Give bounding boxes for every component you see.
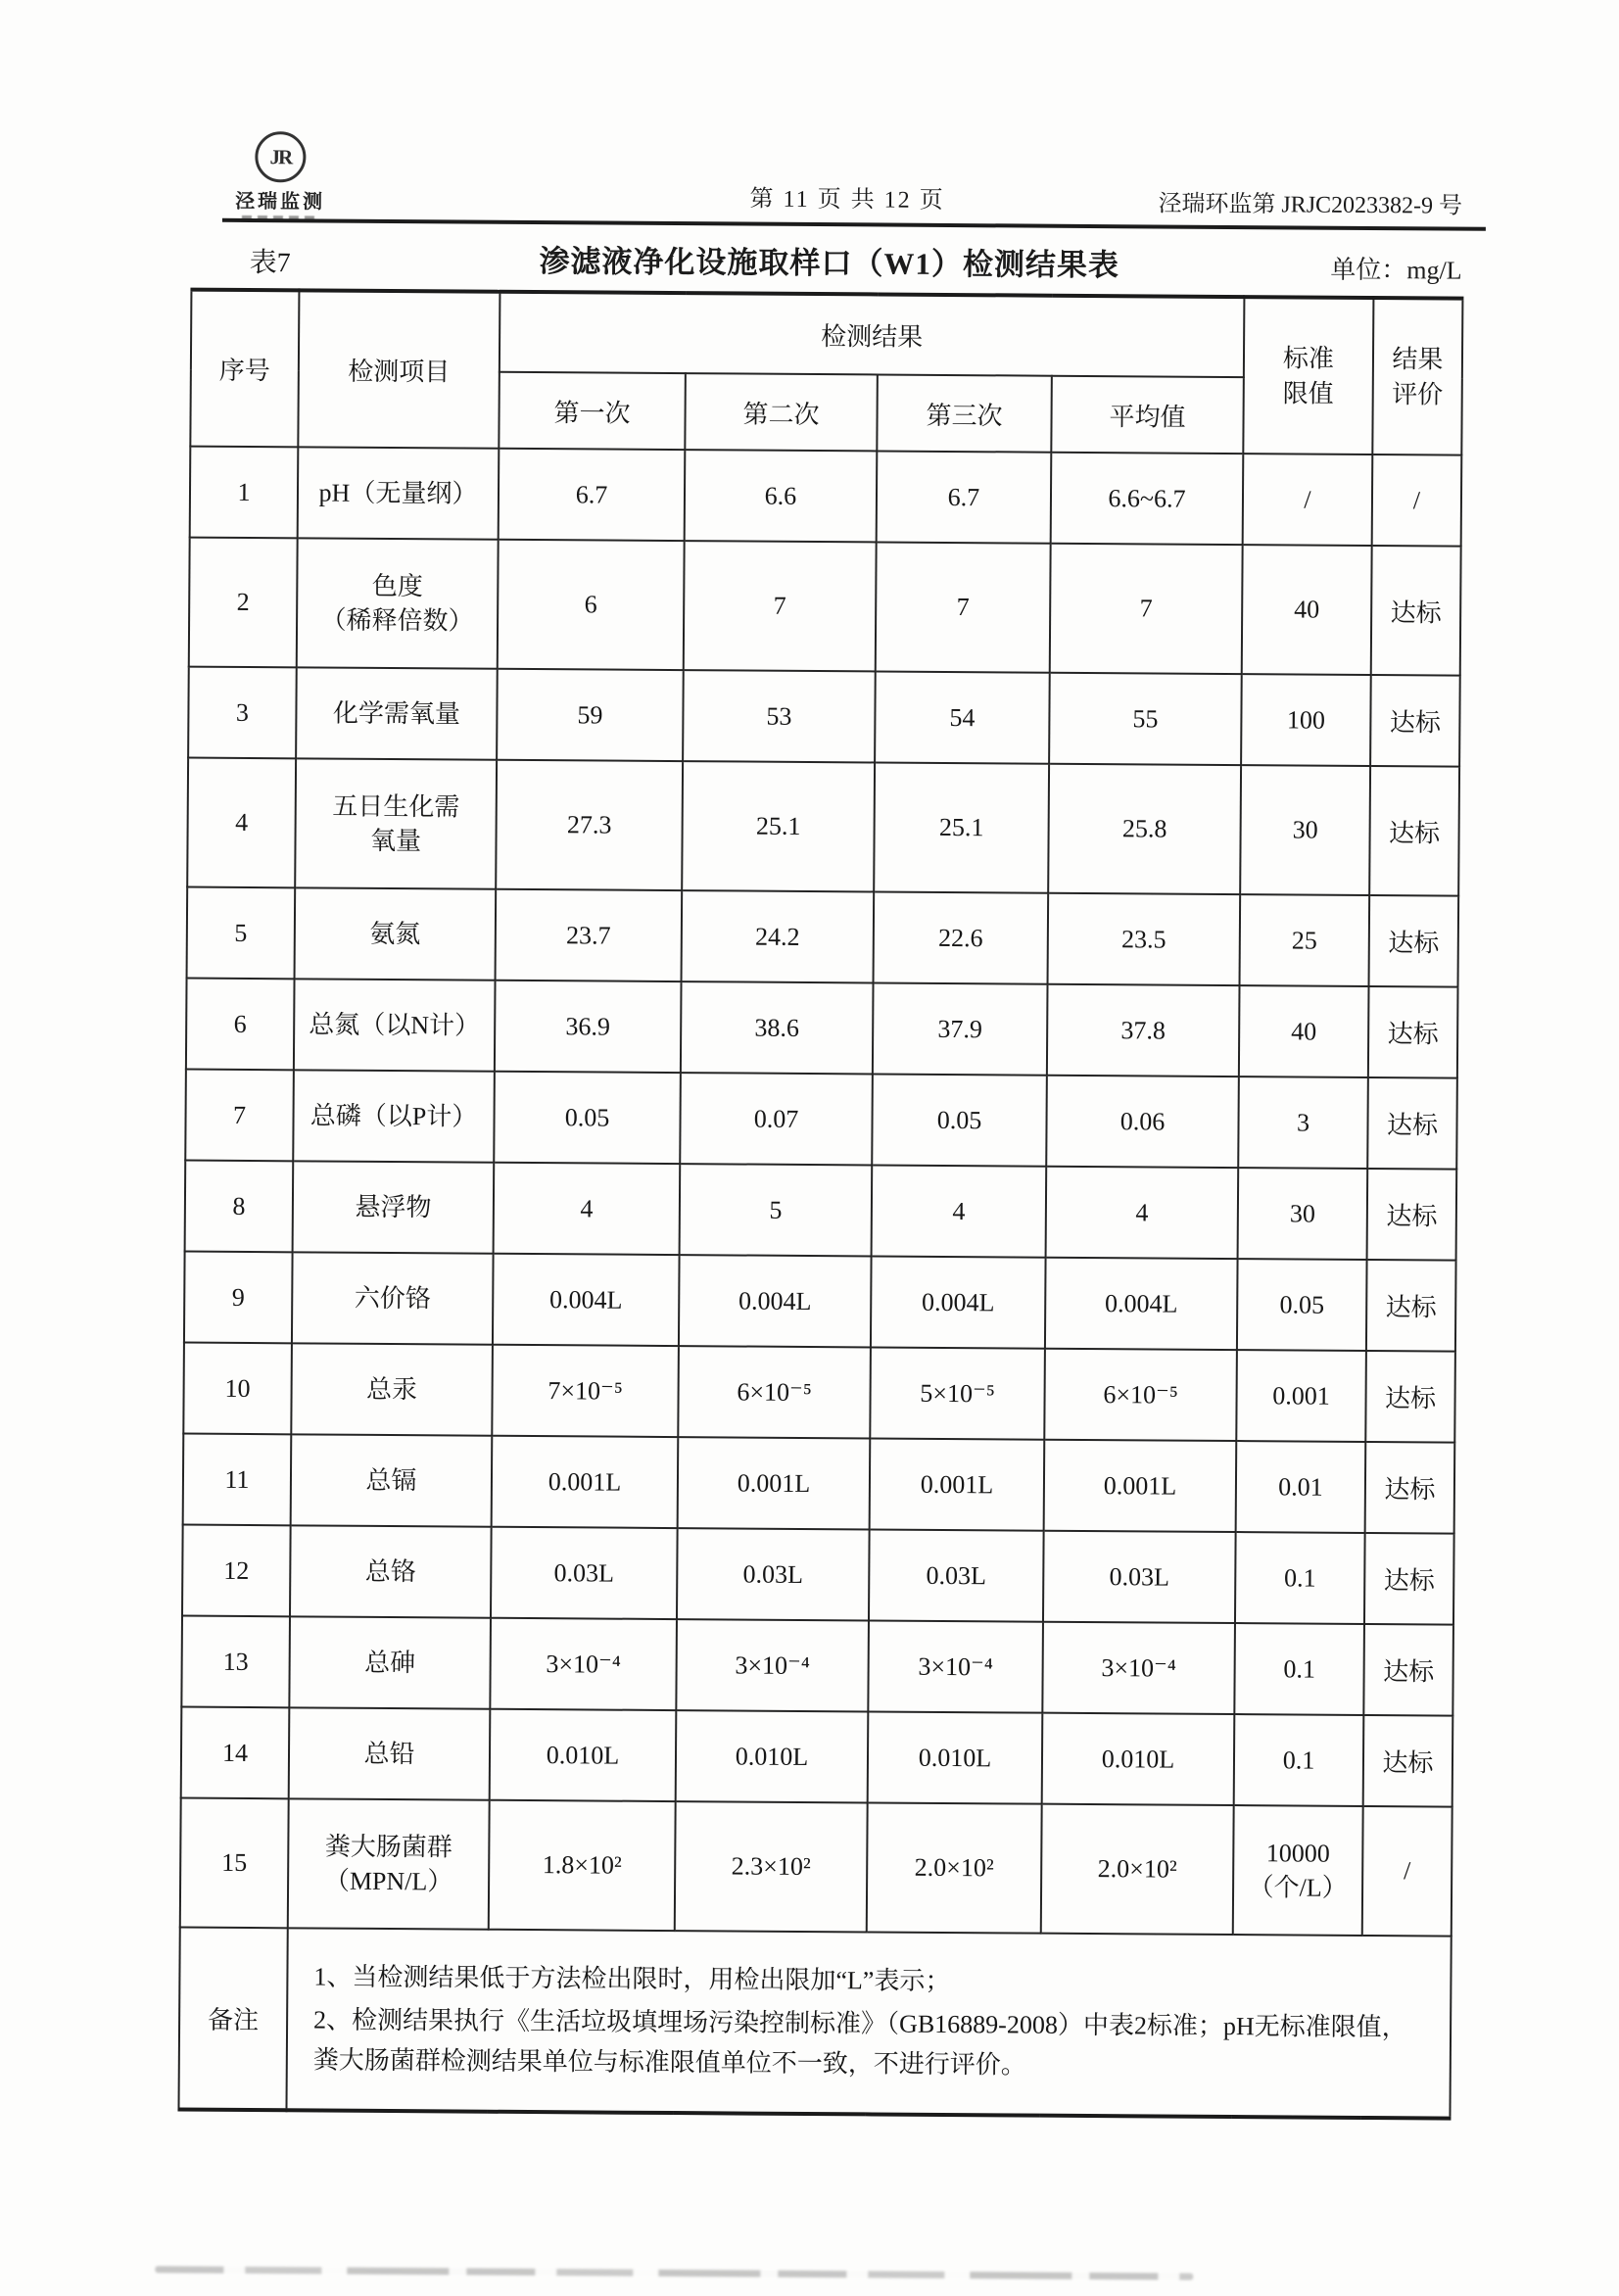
col-header-evaluation: 结果 评价	[1372, 298, 1462, 455]
average-cell: 6×10⁻⁵	[1044, 1349, 1237, 1441]
col-header-item: 检测项目	[298, 290, 500, 448]
result3-cell: 2.0×10²	[867, 1802, 1042, 1933]
logo-company-name: 泾瑞监测	[235, 190, 326, 214]
seq-cell: 8	[185, 1161, 294, 1253]
result2-cell: 0.001L	[678, 1437, 871, 1529]
limit-cell: 25	[1240, 894, 1370, 986]
average-cell: 7	[1050, 544, 1243, 674]
evaluation-cell: 达标	[1369, 895, 1459, 987]
result1-cell: 59	[497, 669, 684, 761]
seq-cell: 9	[184, 1252, 293, 1344]
result2-cell: 0.03L	[677, 1528, 870, 1620]
result1-cell: 27.3	[496, 760, 683, 890]
table-row	[186, 979, 1458, 1078]
item-cell: 粪大肠菌群 （MPN/L）	[288, 1798, 490, 1929]
result3-cell: 3×10⁻⁴	[868, 1620, 1043, 1712]
item-cell: 悬浮物	[293, 1161, 495, 1253]
seq-cell: 2	[189, 538, 298, 668]
result2-cell: 3×10⁻⁴	[676, 1619, 869, 1711]
table-row	[182, 1525, 1454, 1625]
seq-cell: 12	[182, 1525, 291, 1617]
seq-cell: 10	[183, 1343, 292, 1435]
result1-cell: 0.03L	[491, 1527, 678, 1619]
seq-cell: 5	[187, 887, 296, 980]
result3-cell: 0.03L	[869, 1529, 1044, 1621]
result1-cell: 4	[494, 1163, 681, 1255]
average-cell: 0.001L	[1044, 1440, 1237, 1532]
average-cell: 2.0×10²	[1041, 1804, 1234, 1935]
item-cell: 总镉	[291, 1434, 493, 1526]
result3-cell: 37.9	[873, 982, 1048, 1075]
result1-cell: 7×10⁻⁵	[492, 1345, 679, 1437]
result2-cell: 6.6	[685, 450, 878, 542]
evaluation-cell: 达标	[1363, 1715, 1453, 1807]
seq-cell: 6	[186, 979, 295, 1071]
result2-cell: 6×10⁻⁵	[678, 1346, 871, 1438]
seq-cell: 11	[183, 1434, 292, 1526]
table-row	[185, 1161, 1457, 1261]
result2-cell: 5	[680, 1164, 873, 1256]
results-table	[177, 288, 1463, 2121]
limit-cell: 3	[1238, 1076, 1368, 1169]
limit-cell: 100	[1241, 674, 1371, 766]
table-row	[185, 1070, 1457, 1170]
item-cell: 总铅	[289, 1707, 491, 1799]
average-cell: 0.010L	[1042, 1713, 1235, 1805]
table-row	[187, 758, 1459, 896]
remark-line: 1、当检测结果低于方法检出限时，用检出限加“L”表示；	[313, 1962, 951, 1996]
evaluation-cell: 达标	[1363, 1624, 1453, 1716]
limit-cell: 40	[1242, 545, 1372, 675]
result2-cell: 2.3×10²	[675, 1801, 868, 1932]
limit-cell: 30	[1238, 1168, 1368, 1260]
limit-cell: 0.1	[1234, 1714, 1364, 1806]
results-tbody	[180, 447, 1462, 1937]
seq-cell: 13	[181, 1616, 290, 1708]
item-cell: pH（无量纲）	[298, 447, 500, 539]
result3-cell: 7	[876, 542, 1051, 672]
table-row	[183, 1434, 1455, 1534]
result1-cell: 23.7	[496, 889, 683, 981]
table-row	[183, 1343, 1455, 1443]
logo-monogram-icon	[255, 131, 306, 182]
unit-label: 单位：mg/L	[1330, 255, 1462, 285]
average-cell: 23.5	[1048, 893, 1241, 985]
remarks-list	[313, 1957, 1433, 2089]
item-cell: 五日生化需 氧量	[295, 758, 497, 888]
evaluation-cell: 达标	[1365, 1351, 1455, 1443]
col-header-limit: 标准 限值	[1243, 297, 1373, 454]
evaluation-cell: 达标	[1367, 1077, 1457, 1170]
item-cell: 六价铬	[292, 1252, 494, 1344]
col-header-first: 第一次	[499, 372, 686, 450]
bleed-through-text	[155, 2266, 1193, 2279]
evaluation-cell: 达标	[1370, 675, 1460, 767]
result2-cell: 38.6	[681, 981, 874, 1074]
limit-cell: /	[1243, 454, 1373, 546]
result1-cell: 0.001L	[492, 1436, 679, 1528]
result2-cell: 25.1	[682, 761, 875, 891]
result3-cell: 0.010L	[868, 1711, 1043, 1803]
item-cell: 总磷（以P计）	[293, 1070, 495, 1162]
evaluation-cell: /	[1372, 454, 1462, 547]
limit-cell: 0.01	[1236, 1441, 1366, 1533]
results-table-wrapper	[177, 288, 1461, 2121]
average-cell: 0.06	[1046, 1076, 1239, 1168]
result2-cell: 0.07	[680, 1073, 873, 1165]
logo-monogram: JR	[269, 144, 292, 168]
average-cell: 4	[1046, 1167, 1239, 1259]
result3-cell: 6.7	[877, 451, 1052, 543]
result1-cell: 0.004L	[493, 1254, 680, 1346]
table-row	[188, 667, 1460, 767]
item-cell: 总砷	[289, 1616, 491, 1708]
seq-cell: 3	[188, 667, 297, 759]
seq-cell: 1	[190, 447, 299, 539]
table-row	[187, 887, 1459, 987]
evaluation-cell: 达标	[1366, 1260, 1456, 1352]
item-cell: 氨氮	[295, 887, 497, 980]
seq-cell: 14	[181, 1707, 290, 1799]
result1-cell: 36.9	[495, 981, 682, 1073]
result1-cell: 3×10⁻⁴	[490, 1618, 677, 1710]
limit-cell: 0.05	[1237, 1259, 1367, 1351]
result3-cell: 25.1	[874, 762, 1049, 892]
table-row	[180, 1798, 1452, 1937]
remarks-row	[178, 1928, 1451, 2119]
evaluation-cell: 达标	[1368, 986, 1458, 1078]
item-cell: 色度 （稀释倍数）	[297, 538, 499, 668]
seq-cell: 15	[180, 1798, 289, 1929]
average-cell: 0.03L	[1043, 1531, 1236, 1623]
remark-line: 2、检测结果执行《生活垃圾填埋场污染控制标准》（GB16889-2008）中表2标准；pH无标准限值，粪大肠菌群检测结果单位与标准限值单位不一致，不进行评价。	[312, 2005, 1407, 2080]
item-cell: 总氮（以N计）	[294, 979, 496, 1071]
result3-cell: 0.001L	[870, 1438, 1045, 1530]
result1-cell: 6.7	[499, 449, 686, 541]
limit-cell: 0.1	[1235, 1532, 1365, 1624]
limit-cell: 10000 （个/L）	[1233, 1805, 1363, 1936]
item-cell: 总汞	[291, 1343, 493, 1435]
average-cell: 0.004L	[1045, 1258, 1238, 1350]
average-cell: 55	[1049, 673, 1242, 765]
evaluation-cell: 达标	[1365, 1442, 1455, 1534]
evaluation-cell: 达标	[1371, 546, 1461, 676]
average-cell: 3×10⁻⁴	[1042, 1622, 1235, 1714]
result1-cell: 6	[498, 540, 685, 670]
evaluation-cell: /	[1362, 1806, 1452, 1937]
seq-cell: 7	[185, 1070, 294, 1162]
result1-cell: 1.8×10²	[489, 1800, 676, 1931]
evaluation-cell: 达标	[1364, 1533, 1454, 1625]
result3-cell: 54	[875, 671, 1050, 763]
table-row	[184, 1252, 1456, 1352]
item-cell: 化学需氧量	[296, 667, 498, 759]
page-number: 第 11 页 共 12 页	[749, 186, 945, 214]
result1-cell: 0.05	[494, 1072, 681, 1164]
seq-cell: 4	[187, 758, 296, 888]
average-cell: 6.6~6.7	[1051, 453, 1244, 545]
remarks-body	[286, 1928, 1451, 2118]
header-divider	[222, 218, 1486, 231]
col-header-third: 第三次	[877, 374, 1052, 452]
table-row	[189, 538, 1461, 676]
report-number: 泾瑞环监第 JRJC2023382-9 号	[1158, 191, 1463, 219]
limit-cell: 40	[1239, 985, 1369, 1077]
result3-cell: 5×10⁻⁵	[870, 1347, 1045, 1439]
result3-cell: 0.05	[872, 1074, 1047, 1166]
company-logo	[226, 131, 335, 222]
col-header-second: 第二次	[685, 373, 878, 451]
limit-cell: 30	[1240, 765, 1370, 895]
table-row	[190, 447, 1462, 547]
result1-cell: 0.010L	[490, 1709, 677, 1801]
result2-cell: 53	[683, 670, 876, 762]
evaluation-cell: 达标	[1369, 766, 1459, 896]
page-title: 渗滤液净化设施取样口（W1）检测结果表	[539, 244, 1120, 283]
limit-cell: 0.1	[1234, 1623, 1364, 1715]
result3-cell: 0.004L	[871, 1256, 1046, 1348]
result3-cell: 22.6	[874, 891, 1049, 983]
average-cell: 37.8	[1047, 984, 1240, 1076]
evaluation-cell: 达标	[1367, 1169, 1457, 1261]
table-row	[181, 1616, 1453, 1716]
result2-cell: 7	[684, 541, 877, 671]
remarks-label: 备注	[178, 1928, 287, 2111]
result3-cell: 4	[872, 1165, 1047, 1257]
col-header-result-group: 检测结果	[500, 292, 1245, 377]
result2-cell: 24.2	[682, 890, 875, 982]
result2-cell: 0.004L	[679, 1255, 872, 1347]
col-header-average: 平均值	[1051, 376, 1244, 454]
average-cell: 25.8	[1048, 764, 1241, 894]
limit-cell: 0.001	[1236, 1350, 1366, 1442]
col-header-seq: 序号	[190, 290, 299, 448]
table-row	[181, 1707, 1453, 1807]
item-cell: 总铬	[290, 1525, 492, 1617]
table-label: 表7	[249, 247, 291, 279]
result2-cell: 0.010L	[676, 1710, 869, 1802]
